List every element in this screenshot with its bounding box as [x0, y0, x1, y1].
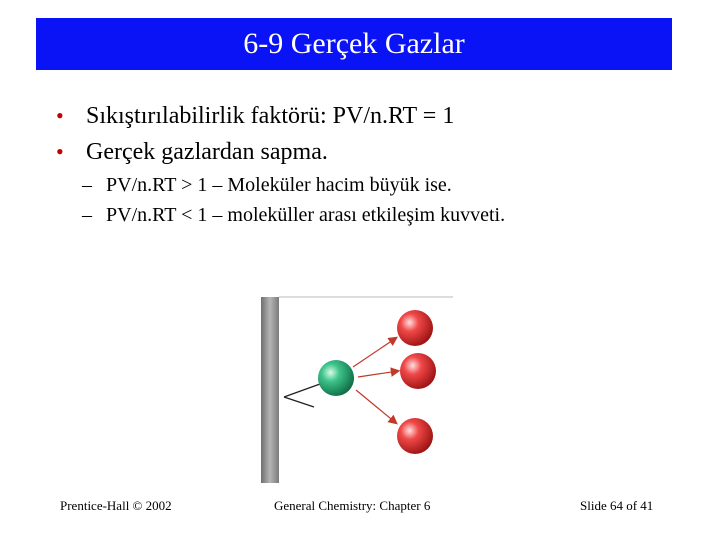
sub-bullet-item — [82, 170, 696, 200]
sub-bullet-marker: – — [82, 174, 92, 196]
sub-bullet-text: PV/n.RT < 1 – moleküller arası etkileşim kuvveti. — [106, 204, 506, 226]
sub-bullet-item — [82, 200, 696, 230]
bullet-list — [56, 98, 696, 230]
impact-line — [284, 384, 320, 397]
bullet-item — [56, 98, 696, 134]
footer-chapter: General Chemistry: Chapter 6 — [274, 498, 431, 513]
attraction-arrow — [356, 390, 396, 423]
bullet-text: Sıkıştırılabilirlik faktörü: PV/n.RT = 1 — [86, 103, 455, 129]
molecule-collision-illustration — [258, 295, 458, 485]
bullet-marker: • — [56, 103, 64, 128]
slide-title-bar — [36, 18, 672, 70]
attraction-arrow — [358, 371, 398, 377]
neighbor-molecule — [400, 353, 436, 389]
footer-publisher: Prentice-Hall © 2002 — [60, 498, 172, 513]
neighbor-molecule — [397, 418, 433, 454]
sub-bullet-text: PV/n.RT > 1 – Moleküler hacim büyük ise. — [106, 174, 452, 196]
neighbor-molecule — [397, 310, 433, 346]
container-wall — [261, 297, 279, 483]
center-molecule — [318, 360, 354, 396]
sub-bullet-marker: – — [82, 204, 92, 226]
bullet-marker: • — [56, 139, 64, 164]
slide-title: 6-9 Gerçek Gazlar — [243, 27, 465, 60]
bullet-text: Gerçek gazlardan sapma. — [86, 139, 328, 165]
footer-slide-number: Slide 64 of 41 — [580, 498, 654, 513]
attraction-arrow — [353, 338, 396, 367]
bullet-item — [56, 134, 696, 170]
impact-line — [284, 397, 314, 407]
molecule-collision-figure — [258, 295, 458, 485]
